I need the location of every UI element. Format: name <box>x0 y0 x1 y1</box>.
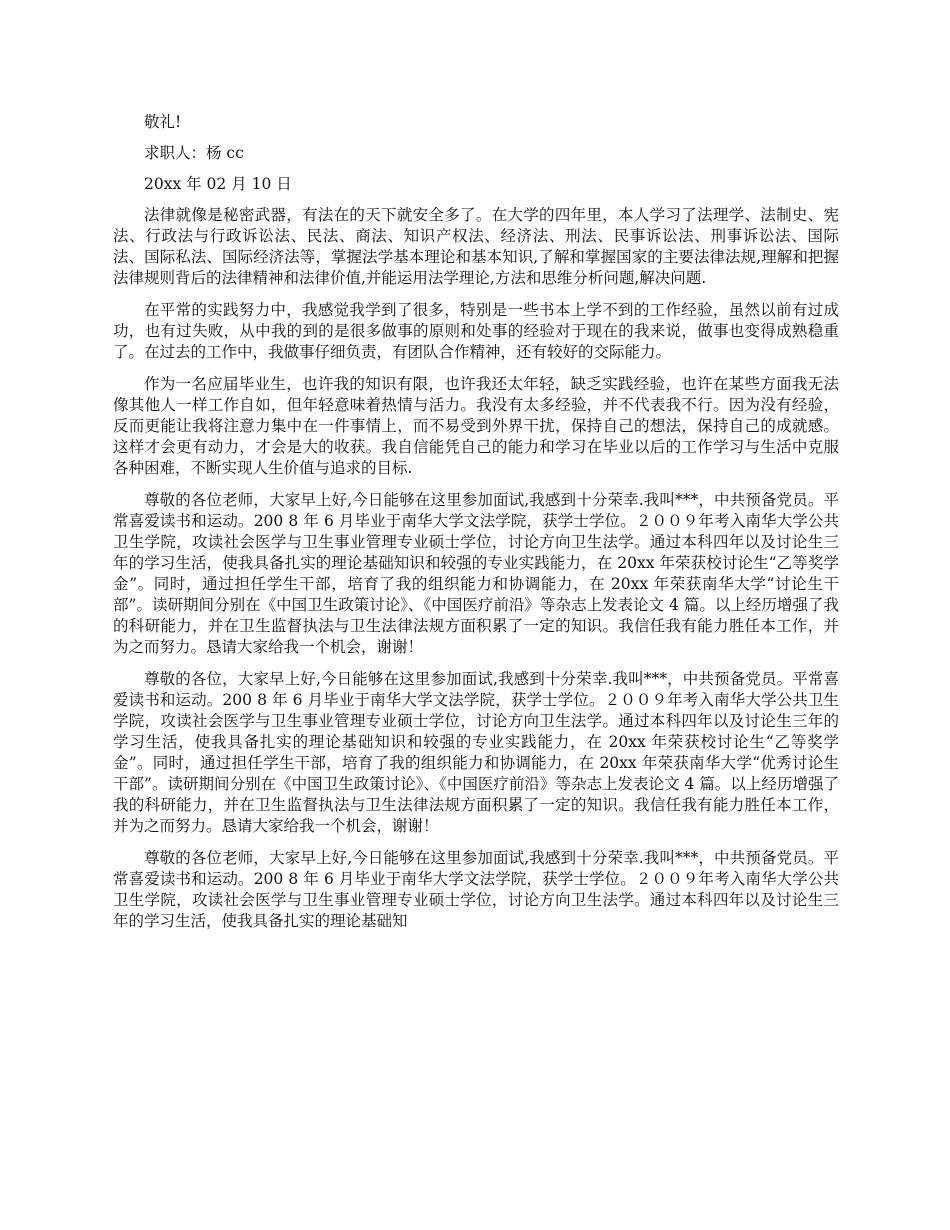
applicant-signature: 求职人：杨 cc <box>144 144 244 162</box>
letter-date: 20xx 年 02 月 10 日 <box>144 175 292 193</box>
paragraph-practice-experience: 在平常的实践努力中，我感觉我学到了很多，特别是一些书本上学不到的工作经验，虽然以前有过成功，也有过失败，从中我的到的是很多做事的原则和处事的经验对于现在的我来说，做事也变得成熟稳重了。在过去的工作中，我做事仔细负责，有团队合作精神，还有较好的交际能力。 <box>113 301 839 361</box>
paragraph-law-studies: 法律就像是秘密武器，有法在的天下就安全多了。在大学的四年里，本人学习了法理学、法制史、宪法、行政法与行政诉讼法、民法、商法、知识产权法、经济法、刑法、民事诉讼法、刑事诉讼法、国际法、国际私法、国际经济法等，掌握法学基本理论和基本知识,了解和掌握国家的主要法律法规,理解和把握法律规则背后的法律精神和法律价值,并能运用法学理论,方法和思维分析问题,解决问题. <box>113 206 839 287</box>
paragraph-interview-intro-3: 尊敬的各位老师，大家早上好,今日能够在这里参加面试,我感到十分荣幸.我叫***，中共预备党员。平常喜爱读书和运动。200 8 年 6 月毕业于南华大学文法学院，获学士学位。２００９年考入南华大学公共卫生学院，攻读社会医学与卫生事业管理专业硕士学位，讨论方向卫生法学。通过本科四年以及讨论生三年的学习生活，使我具备扎实的理论基础知 <box>113 849 839 930</box>
paragraph-interview-intro-2: 尊敬的各位，大家早上好,今日能够在这里参加面试,我感到十分荣幸.我叫***，中共预备党员。平常喜爱读书和运动。200 8 年 6 月毕业于南华大学文法学院，获学士学位。２００９年考入南华大学公共卫生学院，攻读社会医学与卫生事业管理专业硕士学位，讨论方向卫生法学。通过本科四年以及讨论生三年的学习生活，使我具备扎实的理论基础知识和较强的专业实践能力，在 20xx 年荣获校讨论生“乙等奖学金”。同时，通过担任学生干部，培育了我的组织能力和协调能力，在 20xx 年荣获南华大学“优秀讨论生干部”。读研期间分别在《中国卫生政策讨论》、《中国医疗前沿》等杂志上发表论文 4 篇。以上经历增强了我的科研能力，并在卫生监督执法与卫生法律法规方面积累了一定的知识。我信任我有能力胜任本工作，并为之而努力。恳请大家给我一个机会，谢谢！ <box>113 670 839 835</box>
closing-salutation: 敬礼! <box>144 113 182 131</box>
paragraph-fresh-graduate: 作为一名应届毕业生，也许我的知识有限，也许我还太年轻，缺乏实践经验，也许在某些方面我无法像其他人一样工作自如，但年轻意味着热情与活力。我没有太多经验，并不代表我不行。因为没有经验，反而更能让我将注意力集中在一件事情上，而不易受到外界干扰，保持自己的想法，保持自己的成就感。这样才会更有动力，才会是大的收获。我自信能凭自己的能力和学习在毕业以后的工作学习与生活中克服各种困难，不断实现人生价值与追求的目标. <box>113 375 839 477</box>
paragraph-interview-intro-1: 尊敬的各位老师，大家早上好,今日能够在这里参加面试,我感到十分荣幸.我叫***，中共预备党员。平常喜爱读书和运动。200 8 年 6 月毕业于南华大学文法学院，获学士学位。２００９年考入南华大学公共卫生学院，攻读社会医学与卫生事业管理专业硕士学位，讨论方向卫生法学。通过本科四年以及讨论生三年的学习生活，使我具备扎实的理论基础知识和较强的专业实践能力，在 20xx 年荣获校讨论生“乙等奖学金”。同时，通过担任学生干部，培育了我的组织能力和协调能力，在 20xx 年荣获南华大学“讨论生干部”。读研期间分别在《中国卫生政策讨论》、《中国医疗前沿》等杂志上发表论文 4 篇。以上经历增强了我的科研能力，并在卫生监督执法与卫生法律法规方面积累了一定的知识。我信任我有能力胜任本工作，并为之而努力。恳请大家给我一个机会，谢谢！ <box>113 491 839 656</box>
